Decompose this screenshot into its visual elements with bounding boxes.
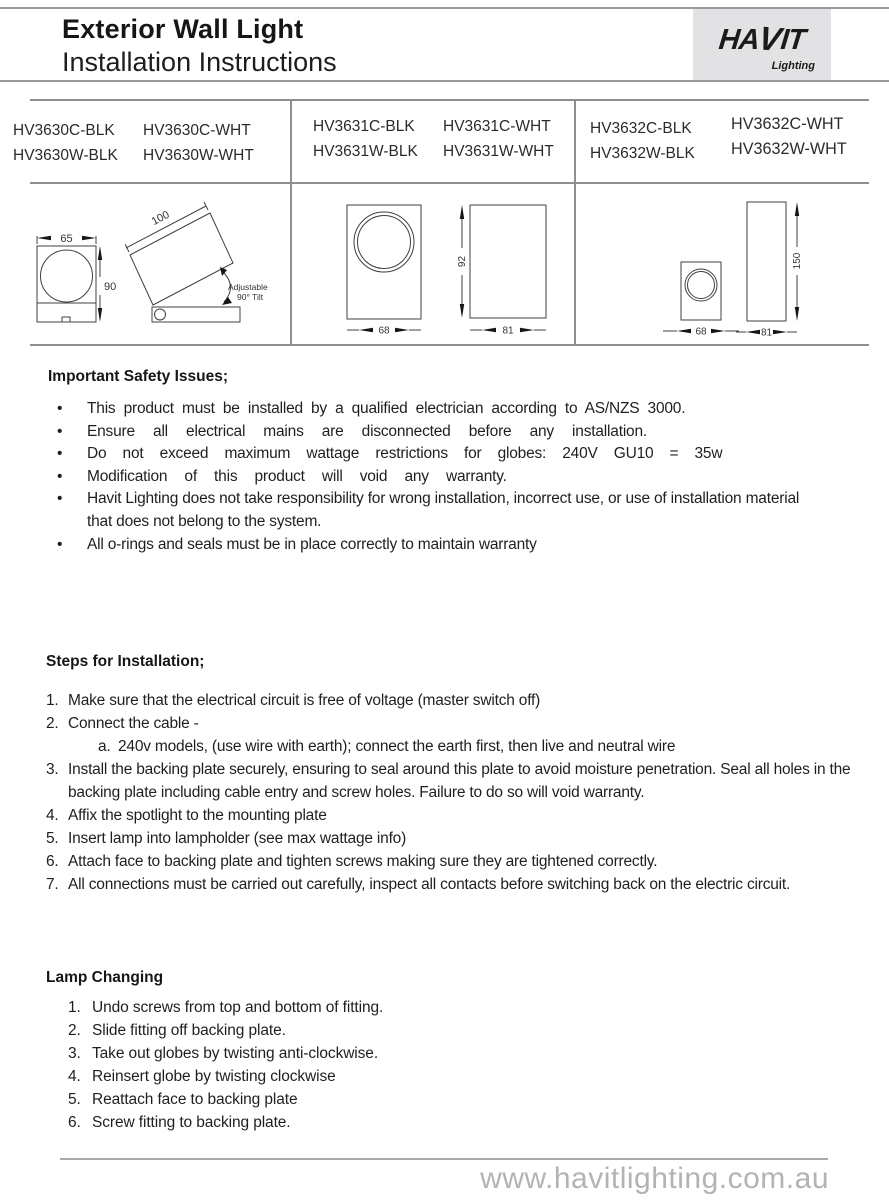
lamp-step-item: 2. Slide fitting off backing plate. xyxy=(68,1019,746,1042)
hv3631-side-drawing xyxy=(455,200,560,340)
page-title: Exterior Wall Light xyxy=(62,14,304,44)
model-code: HV3632W-WHT xyxy=(731,140,847,158)
model-code: HV3632C-WHT xyxy=(731,115,844,133)
brand-logo xyxy=(693,9,831,81)
step-number: 2. xyxy=(46,715,59,732)
step-number: 4. xyxy=(46,807,59,824)
bullet-marker xyxy=(48,488,87,511)
brand-logo-subtext: Lighting xyxy=(771,60,815,72)
steps-section xyxy=(46,653,851,896)
safety-item: • This product must be installed by a qualified electrician according to AS/NZS 3000. xyxy=(48,398,808,421)
step-subitem: a. 240v models, (use wire with earth); connect the earth first, then live and neutral wire xyxy=(98,735,851,758)
lamp-step-item: 1. Undo screws from top and bottom of fitting. xyxy=(68,996,746,1019)
step-number: 1. xyxy=(46,692,59,709)
hv3632-side-drawing xyxy=(735,195,835,350)
hv3631-front-drawing xyxy=(345,200,425,340)
model-code: HV3632W-BLK xyxy=(590,145,695,162)
safety-heading: Important Safety Issues; xyxy=(48,368,229,385)
table-line-middle xyxy=(30,182,869,184)
lamp-step-item: 5. Reattach face to backing plate xyxy=(68,1088,746,1111)
logo-check-v: V xyxy=(755,19,785,58)
model-code: HV3631C-WHT xyxy=(443,118,551,135)
dim-width-label: 68 xyxy=(378,325,390,337)
model-code: HV3630W-BLK xyxy=(13,147,118,164)
dim-height-label: 90 xyxy=(104,281,117,293)
model-code: HV3630W-WHT xyxy=(143,147,254,164)
model-group-hv3630 xyxy=(13,122,273,172)
lamp-step-item: 6. Screw fitting to backing plate. xyxy=(68,1111,746,1134)
dim-width-label: 81 xyxy=(760,327,773,339)
safety-item: • Ensure all electrical mains are disconnected before any installation. xyxy=(48,421,808,444)
safety-item: • Havit Lighting does not take responsibility for wrong installation, incorrect use, or use of installation material that does not belong to the system. xyxy=(48,488,808,533)
step-number: 7. xyxy=(46,876,59,893)
step-item: 4. Affix the spotlight to the mounting plate xyxy=(46,804,851,827)
table-divider-1 xyxy=(290,100,292,346)
lamp-heading: Lamp Changing xyxy=(46,969,164,986)
bullet-marker xyxy=(48,534,87,557)
dim-height-label: 150 xyxy=(792,252,803,270)
step-letter: a. xyxy=(98,738,111,755)
lamp-list xyxy=(68,996,746,1134)
hv3630-tilt-drawing xyxy=(125,192,290,342)
step-number: 4. xyxy=(68,1068,81,1085)
step-item: 3. Install the backing plate securely, ensuring to seal around this plate to avoid moisture penetration. Seal all holes in the backing plate including cable entry and screw holes. Failure to do so will void warranty. xyxy=(46,758,851,804)
model-code: HV3630C-WHT xyxy=(143,122,251,139)
bullet-marker xyxy=(48,466,87,489)
dim-width-label: 81 xyxy=(502,325,514,337)
dim-height-label: 92 xyxy=(457,255,468,268)
step-item: 6. Attach face to backing plate and tighten screws making sure they are tightened correctly. xyxy=(46,850,851,873)
tilt-note-line2: 90° Tilt xyxy=(237,292,264,302)
model-code: HV3631W-BLK xyxy=(313,143,418,160)
bullet-marker xyxy=(48,421,87,444)
safety-item: • All o-rings and seals must be in place correctly to maintain warranty xyxy=(48,534,808,557)
step-number: 6. xyxy=(46,853,59,870)
bullet-marker xyxy=(48,398,87,421)
step-number: 3. xyxy=(68,1045,81,1062)
step-number: 3. xyxy=(46,761,59,778)
brand-logo-text: HAVIT xyxy=(717,19,807,58)
model-code: HV3632C-BLK xyxy=(590,120,692,137)
step-item: 2. Connect the cable - xyxy=(46,712,851,735)
steps-list xyxy=(46,689,851,896)
step-number: 1. xyxy=(68,999,81,1016)
step-item: 7. All connections must be carried out carefully, inspect all contacts before switching back on the electric circuit. xyxy=(46,873,851,896)
dim-width-label: 68 xyxy=(695,326,707,338)
table-line-top xyxy=(30,99,869,101)
safety-item: • Modification of this product will void any warranty. xyxy=(48,466,808,489)
lamp-changing-section xyxy=(46,969,746,1134)
tilt-note-line1: Adjustable xyxy=(228,282,268,292)
dim-length-label: 100 xyxy=(149,208,172,228)
model-code: HV3630C-BLK xyxy=(13,122,115,139)
table-divider-2 xyxy=(574,100,576,346)
safety-list xyxy=(48,398,808,556)
footer-url[interactable]: www.havitlighting.com.au xyxy=(480,1162,829,1195)
dim-width-label: 65 xyxy=(60,233,73,245)
safety-section xyxy=(48,368,808,556)
footer-rule xyxy=(60,1158,828,1160)
safety-item: • Do not exceed maximum wattage restrictions for globes: 240V GU10 = 35w xyxy=(48,443,808,466)
step-number: 5. xyxy=(46,830,59,847)
header-bottom-rule xyxy=(0,80,889,82)
model-code: HV3631C-BLK xyxy=(313,118,415,135)
step-item: 1. Make sure that the electrical circuit is free of voltage (master switch off) xyxy=(46,689,851,712)
step-number: 5. xyxy=(68,1091,81,1108)
step-number: 2. xyxy=(68,1022,81,1039)
header-title-block xyxy=(62,13,337,79)
step-item: 5. Insert lamp into lampholder (see max wattage info) xyxy=(46,827,851,850)
model-group-hv3631 xyxy=(313,118,573,168)
steps-heading: Steps for Installation; xyxy=(46,653,205,670)
lamp-step-item: 3. Take out globes by twisting anti-clockwise. xyxy=(68,1042,746,1065)
model-code: HV3631W-WHT xyxy=(443,143,554,160)
page-subtitle: Installation Instructions xyxy=(62,47,337,77)
model-group-hv3632 xyxy=(590,115,872,170)
lamp-step-item: 4. Reinsert globe by twisting clockwise xyxy=(68,1065,746,1088)
bullet-marker xyxy=(48,443,87,466)
step-number: 6. xyxy=(68,1114,81,1131)
